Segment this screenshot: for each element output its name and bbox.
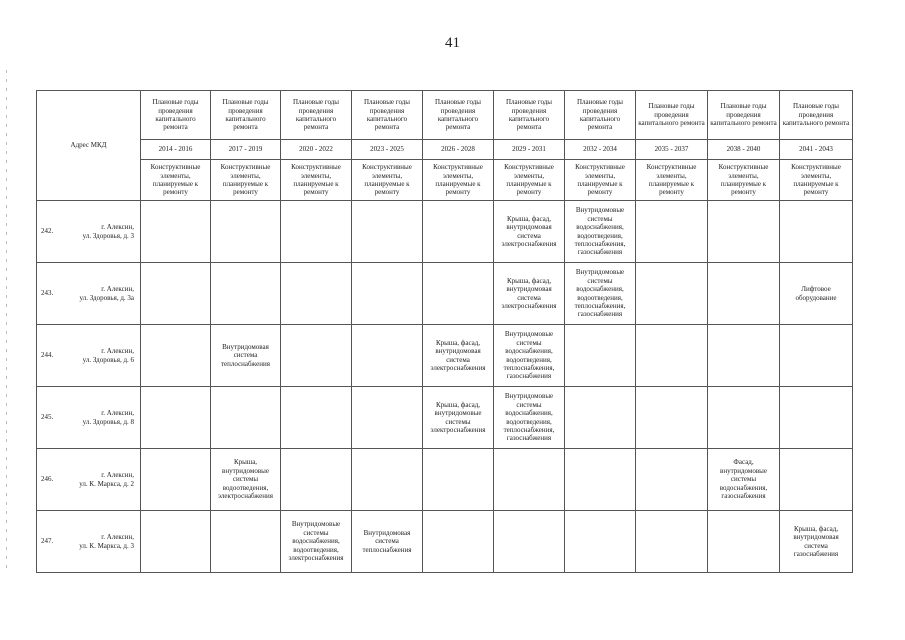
row-address: г. Алексин, ул. К. Маркса, д. 3 xyxy=(79,533,134,550)
work-cell xyxy=(141,263,211,325)
period-heading: Плановые годы проведения капитального ремонта xyxy=(708,91,780,140)
period-heading: Плановые годы проведения капитального ремонта xyxy=(780,91,853,140)
work-cell: Крыша, внутридомовые системы водоотведения, электроснабжения xyxy=(211,449,281,511)
work-cell xyxy=(423,263,494,325)
period-description: Конструктивные элементы, планируемые к ремонту xyxy=(281,160,352,201)
row-number: 243. xyxy=(41,289,54,298)
work-cell: Крыша, фасад, внутридомовая система электроснабжения xyxy=(423,325,494,387)
work-cell xyxy=(708,201,780,263)
period-description: Конструктивные элементы, планируемые к ремонту xyxy=(211,160,281,201)
work-cell: Внутридомовая система теплоснабжения xyxy=(352,511,423,573)
work-cell: Крыша, фасад, внутридомовая система электроснабжения xyxy=(494,263,565,325)
address-cell xyxy=(37,263,141,325)
work-cell xyxy=(636,387,708,449)
address-cell xyxy=(37,449,141,511)
work-cell xyxy=(211,201,281,263)
period-heading: Плановые годы проведения капитального ремонта xyxy=(565,91,636,140)
table-row xyxy=(37,201,853,263)
work-cell xyxy=(494,511,565,573)
work-cell xyxy=(352,449,423,511)
work-cell xyxy=(708,325,780,387)
work-cell: Внутридомовая система теплоснабжения xyxy=(211,325,281,387)
period-heading: Плановые годы проведения капитального ремонта xyxy=(211,91,281,140)
work-cell xyxy=(281,263,352,325)
row-address: г. Алексин, ул. Здоровья, д. 6 xyxy=(82,347,134,364)
period-description: Конструктивные элементы, планируемые к ремонту xyxy=(423,160,494,201)
work-cell xyxy=(565,449,636,511)
row-address: г. Алексин, ул. Здоровья, д. 3 xyxy=(82,223,134,240)
address-cell xyxy=(37,201,141,263)
work-cell: Внутридомовые системы водоснабжения, водоотведения, теплоснабжения, газоснабжения xyxy=(494,387,565,449)
period-range: 2029 - 2031 xyxy=(494,140,565,160)
period-range: 2020 - 2022 xyxy=(281,140,352,160)
work-cell xyxy=(352,387,423,449)
work-cell xyxy=(780,201,853,263)
table-row xyxy=(37,449,853,511)
work-cell xyxy=(352,325,423,387)
period-range: 2032 - 2034 xyxy=(565,140,636,160)
work-cell xyxy=(352,263,423,325)
work-cell xyxy=(636,325,708,387)
header-row-ranges xyxy=(37,140,853,160)
work-cell xyxy=(141,201,211,263)
page-number: 41 xyxy=(445,35,460,51)
header-row-years xyxy=(37,91,853,140)
work-cell xyxy=(281,387,352,449)
period-heading: Плановые годы проведения капитального ремонта xyxy=(281,91,352,140)
work-cell xyxy=(780,449,853,511)
work-cell xyxy=(211,263,281,325)
work-cell xyxy=(708,263,780,325)
work-cell: Крыша, фасад, внутридомовые системы электроснабжения xyxy=(423,387,494,449)
row-number: 247. xyxy=(41,537,54,546)
row-number: 244. xyxy=(41,351,54,360)
scan-mark-left xyxy=(6,70,7,570)
work-cell xyxy=(636,201,708,263)
address-column-header: Адрес МКД xyxy=(37,91,141,201)
work-cell xyxy=(281,201,352,263)
period-range: 2023 - 2025 xyxy=(352,140,423,160)
work-cell xyxy=(565,511,636,573)
work-cell xyxy=(423,511,494,573)
period-heading: Плановые годы проведения капитального ремонта xyxy=(141,91,211,140)
period-range: 2041 - 2043 xyxy=(780,140,853,160)
work-cell xyxy=(708,511,780,573)
period-heading: Плановые годы проведения капитального ремонта xyxy=(636,91,708,140)
period-description: Конструктивные элементы, планируемые к ремонту xyxy=(636,160,708,201)
work-cell xyxy=(565,387,636,449)
work-cell xyxy=(494,449,565,511)
work-cell: Крыша, фасад, внутридомовая система электроснабжения xyxy=(494,201,565,263)
period-description: Конструктивные элементы, планируемые к ремонту xyxy=(565,160,636,201)
work-cell: Внутридомовые системы водоснабжения, водоотведения, электроснабжения xyxy=(281,511,352,573)
row-number: 242. xyxy=(41,227,54,236)
table-row xyxy=(37,511,853,573)
period-description: Конструктивные элементы, планируемые к ремонту xyxy=(494,160,565,201)
period-range: 2017 - 2019 xyxy=(211,140,281,160)
work-cell xyxy=(708,387,780,449)
row-address: г. Алексин, ул. Здоровья, д. 3а xyxy=(79,285,134,302)
row-number: 245. xyxy=(41,413,54,422)
work-cell: Внутридомовые системы водоснабжения, водоотведения, теплоснабжения, газоснабжения xyxy=(565,201,636,263)
work-cell xyxy=(211,387,281,449)
period-description: Конструктивные элементы, планируемые к ремонту xyxy=(708,160,780,201)
work-cell: Внутридомовые системы водоснабжения, водоотведения, теплоснабжения, газоснабжения xyxy=(565,263,636,325)
period-range: 2038 - 2040 xyxy=(708,140,780,160)
address-cell xyxy=(37,511,141,573)
table-row xyxy=(37,263,853,325)
capital-repair-plan-table xyxy=(36,90,853,573)
work-cell xyxy=(211,511,281,573)
work-cell: Фасад, внутридомовые системы водоснабжения, газоснабжения xyxy=(708,449,780,511)
period-heading: Плановые годы проведения капитального ремонта xyxy=(494,91,565,140)
table-row xyxy=(37,325,853,387)
work-cell: Внутридомовые системы водоснабжения, водоотведения, теплоснабжения, газоснабжения xyxy=(494,325,565,387)
period-heading: Плановые годы проведения капитального ремонта xyxy=(423,91,494,140)
period-heading: Плановые годы проведения капитального ремонта xyxy=(352,91,423,140)
work-cell xyxy=(352,201,423,263)
work-cell xyxy=(780,325,853,387)
work-cell xyxy=(141,511,211,573)
table-row xyxy=(37,387,853,449)
work-cell: Лифтовое оборудование xyxy=(780,263,853,325)
work-cell xyxy=(565,325,636,387)
work-cell xyxy=(281,325,352,387)
period-description: Конструктивные элементы, планируемые к ремонту xyxy=(352,160,423,201)
work-cell xyxy=(636,511,708,573)
period-range: 2035 - 2037 xyxy=(636,140,708,160)
work-cell xyxy=(423,201,494,263)
work-cell xyxy=(281,449,352,511)
address-cell xyxy=(37,387,141,449)
work-cell: Крыша, фасад, внутридомовая система газоснабжения xyxy=(780,511,853,573)
work-cell xyxy=(141,449,211,511)
header-row-descriptions xyxy=(37,160,853,201)
work-cell xyxy=(636,263,708,325)
row-address: г. Алексин, ул. Здоровья, д. 8 xyxy=(82,409,134,426)
address-cell xyxy=(37,325,141,387)
row-number: 246. xyxy=(41,475,54,484)
period-description: Конструктивные элементы, планируемые к ремонту xyxy=(141,160,211,201)
period-range: 2014 - 2016 xyxy=(141,140,211,160)
work-cell xyxy=(141,387,211,449)
work-cell xyxy=(780,387,853,449)
work-cell xyxy=(141,325,211,387)
row-address: г. Алексин, ул. К. Маркса, д. 2 xyxy=(79,471,134,488)
period-description: Конструктивные элементы, планируемые к ремонту xyxy=(780,160,853,201)
period-range: 2026 - 2028 xyxy=(423,140,494,160)
work-cell xyxy=(423,449,494,511)
work-cell xyxy=(636,449,708,511)
